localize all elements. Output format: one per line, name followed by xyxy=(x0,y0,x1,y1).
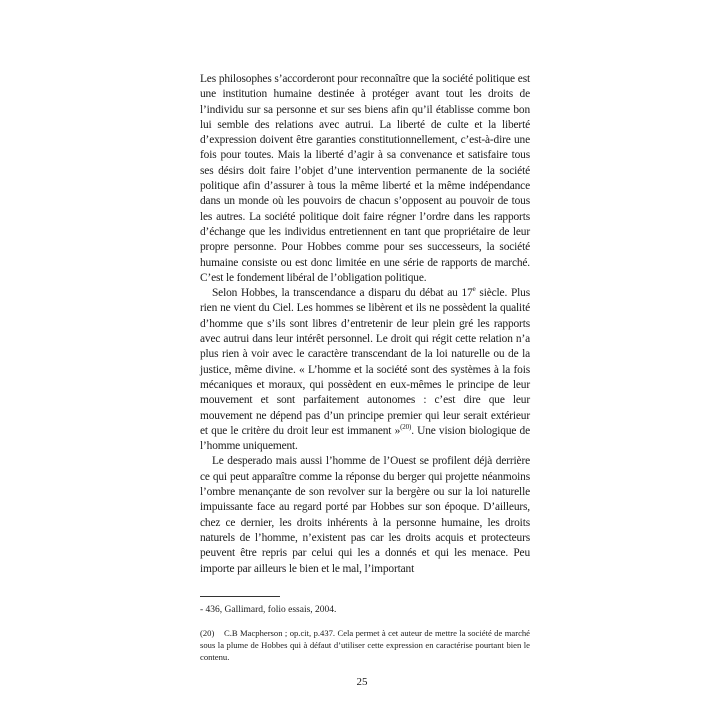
body-text xyxy=(200,72,530,577)
footnote-reference: (20) xyxy=(400,423,412,432)
paragraph-2 xyxy=(200,286,530,454)
page-number: 25 xyxy=(356,676,368,688)
footnote-text: C.B Macpherson ; op.cit, p.437. Cela permet à cet auteur de mettre la société de marché sous la plume de Hobbes qui à défaut d’utiliser cette expression en caractérise pourtant bien le contenu. xyxy=(200,628,530,662)
century-superscript: e xyxy=(472,285,476,294)
footnote-continuation: - 436, Gallimard, folio essais, 2004. xyxy=(200,605,337,615)
footnote-divider xyxy=(200,596,280,597)
paragraph-2-start: Selon Hobbes, la transcendance a disparu du débat au 17 xyxy=(212,287,473,300)
footnote-20 xyxy=(200,628,530,663)
paragraph-1: Les philosophes s’accorderont pour reconnaître que la société politique est une institution humaine destinée à protéger avant tout les droits de l’individu sur sa personne et sur ses biens afin qu’il établisse comme bon lui semble des relations avec autrui. La liberté de culte et la liberté d’expression doivent être garanties constitutionnellement, c’est-à-dire une fois pour toutes. Mais la liberté d’agir à sa convenance et satisfaire tous ses désirs doit faire l’objet d’une intervention permanente de la société politique afin d’assurer à tous la même liberté et la même indépendance dans un monde où les pouvoirs de chacun s’opposent au pouvoir de tous les autres. La société politique doit faire régner l’ordre dans les rapports d’échange que les individus entretiennent en tant que propriétaire de leur propre personne. Pour Hobbes comme pour ses successeurs, la société humaine consiste ou est donc limitée en une série de rapports de marché. C’est le fondement libéral de l’obligation politique. xyxy=(200,73,530,284)
paragraph-2-end: . Une vision biologique de l’homme uniquement. xyxy=(200,424,531,453)
paragraph-2-body: siècle. Plus rien ne vient du Ciel. Les hommes se libèrent et ils ne possèdent la qualité d’homme que s’ils sont libres d’entretenir de leur plein gré les rapports avec autrui dans leur intérêt personnel. Le droit qui régit cette relation n’a plus rien à voir avec le caractère transcendant de la loi naturelle ou de la justice, même divine. « L’homme et la société sont des systèmes à la fois mécaniques et moraux, qui possèdent en eux-mêmes le principe de leur mouvement et sont parfaitement autonomes : c’est dire que leur mouvement ne dépend pas d’un principe premier qui leur serait extérieur et que le critère du droit leur est immanent » xyxy=(200,287,530,437)
footnote-number: (20) xyxy=(200,628,215,638)
paragraph-3: Le desperado mais aussi l’homme de l’Ouest se profilent déjà derrière ce qui peut apparaître comme la réponse du berger qui projette néanmoins l’ombre menançante de son revolver sur la bergère ou sur la loi naturelle impuissante face au regard porté par Hobbes sur son époque. D’ailleurs, chez ce dernier, les droits inhérents à la personne humaine, les droits naturels de l’homme, n’existent pas car les droits acquis et protecteurs peuvent être repris par celui qui les a donnés et qui les menace. Peu importe par ailleurs le bien et le mal, l’important xyxy=(200,455,530,575)
